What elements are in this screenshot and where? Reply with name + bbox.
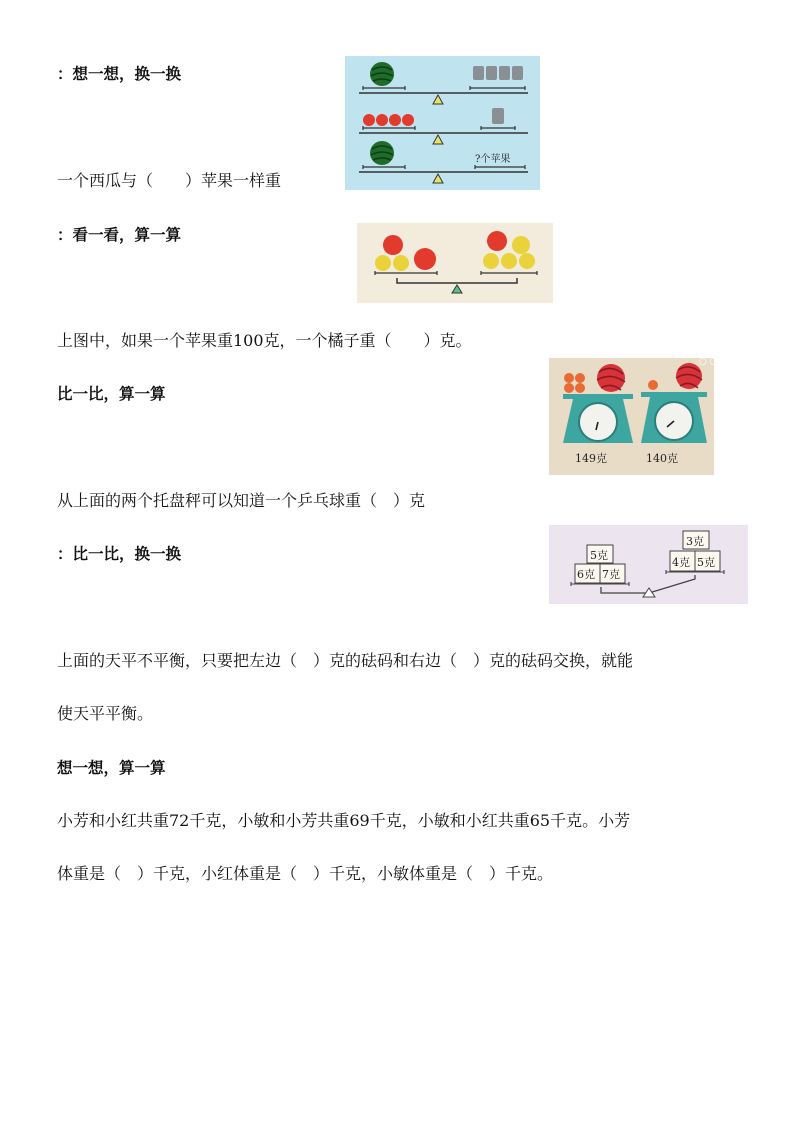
scale-right-label: 140克 xyxy=(646,452,678,465)
q4-question-line1: 上面的天平不平衡，只要把左边（ ）克的砝码和右边（ ）克的砝码交换，就能 xyxy=(57,651,634,670)
q3-question: 从上面的两个托盘秤可以知道一个乒乓球重（ ）克 xyxy=(57,491,426,510)
q1-heading: ：想一想，换一换 xyxy=(57,65,182,83)
apple-icon xyxy=(383,235,403,255)
q3-heading: 比一比，算一算 xyxy=(57,385,166,403)
q3-scales-figure xyxy=(549,357,718,475)
svg-text:5克: 5克 xyxy=(697,556,715,569)
q4-heading: ：比一比，换一换 xyxy=(57,545,182,563)
q4-question-line2: 使天平平衡。 xyxy=(57,704,154,723)
q1-question: 一个西瓜与（ ）苹果一样重 xyxy=(57,171,282,190)
q4-balance-figure xyxy=(549,525,748,604)
q1-balance-figure xyxy=(345,56,540,190)
q2-heading: ：看一看，算一算 xyxy=(57,226,182,244)
q2-question: 上图中，如果一个苹果重100克，一个橘子重（ ）克。 xyxy=(57,331,472,350)
weight-icon xyxy=(492,108,504,124)
svg-text:6克: 6克 xyxy=(577,568,595,581)
q5-heading: 想一想，算一算 xyxy=(57,759,166,777)
scale-left-label: 149克 xyxy=(575,452,607,465)
svg-text:7克: 7克 xyxy=(602,568,620,581)
q1-figure-label: ?个苹果 xyxy=(475,154,511,165)
svg-text:4克: 4克 xyxy=(672,556,690,569)
svg-text:3克: 3克 xyxy=(686,535,704,548)
q2-balance-figure xyxy=(357,223,553,303)
svg-text:○ ○: ○ ○ xyxy=(699,357,718,367)
q5-question-line2: 体重是（ ）千克，小红体重是（ ）千克，小敏体重是（ ）千克。 xyxy=(57,864,554,883)
orange-icon xyxy=(375,255,391,271)
q5-question-line1: 小芳和小红共重72千克，小敏和小芳共重69千克，小敏和小红共重65千克。小芳 xyxy=(57,811,631,830)
svg-text:5克: 5克 xyxy=(590,549,608,562)
